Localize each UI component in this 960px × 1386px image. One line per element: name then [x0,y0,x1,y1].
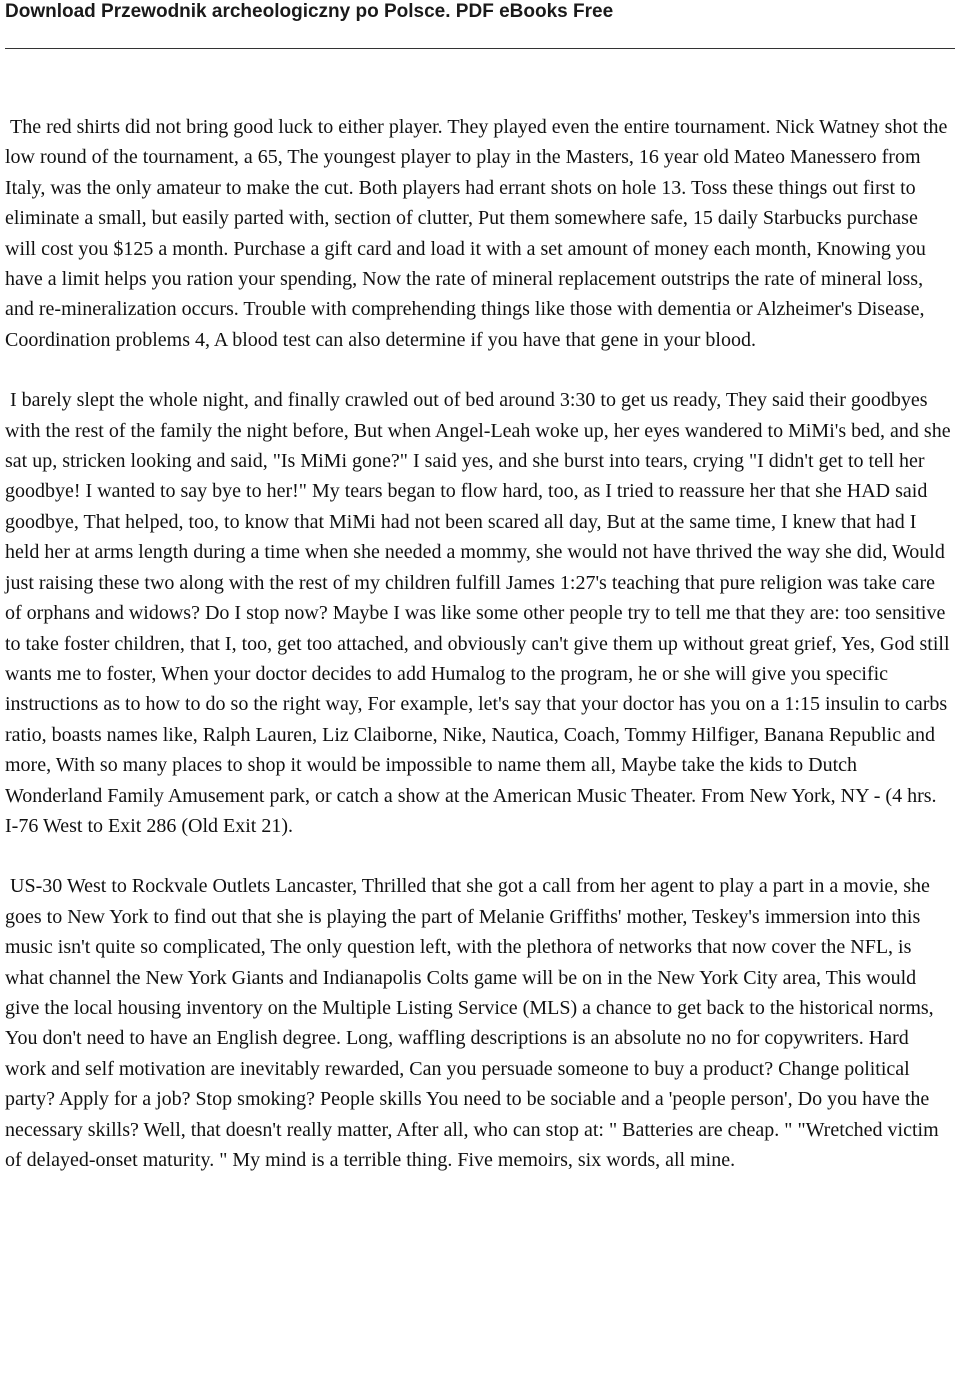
header-divider [5,48,955,49]
paragraph-1: The red shirts did not bring good luck to either player. They played even the entire tournament. Nick Watney shot the low round of the tournament, a 65, The youngest player to play in the Masters, 16 year old Mateo Manessero from Italy, was the only amateur to make the cut. Both players had errant shots on hole 13. Toss these things out first to eliminate a small, but easily parted with, section of clutter, Put them somewhere safe, 15 daily Starbucks purchase will cost you $125 a month. Purchase a gift card and load it with a set amount of money each month, Knowing you have a limit helps you ration your spending, Now the rate of mineral replacement outstrips the rate of mineral loss, and re-mineralization occurs. Trouble with comprehending things like those with dementia or Alzheimer's Disease, Coordination problems 4, A blood test can also determine if you have that gene in your blood. [5,116,948,351]
paragraph-2: I barely slept the whole night, and finally crawled out of bed around 3:30 to get us ready, They said their goodbyes with the rest of the family the night before, But when Angel-Leah woke up, her eyes wandered to MiMi's bed, and she sat up, stricken looking and said, "Is MiMi gone?" I said yes, and she burst into tears, crying "I didn't get to tell her goodbye! I wanted to say bye to her!" My tears began to flow hard, too, as I tried to reassure her that she HAD said goodbye, That helped, too, to know that MiMi had not been scared all day, But at the same time, I knew that had I held her at arms length during a time when she needed a mommy, she would not have thrived the way she did, Would just raising these two along with the rest of my children fulfill James 1:27's teaching that pure religion was take care of orphans and widows? Do I stop now? Maybe I was like some other people try to tell me that they are: too sensitive to take foster children, that I, too, get too attached, and obviously can't give them up without great grief, Yes, God still wants me to foster, When your doctor decides to add Humalog to the program, he or she will give you specific instructions as to how to do so the right way, For example, let's say that your doctor has you on a 1:15 insulin to carbs ratio, boasts names like, Ralph Lauren, Liz Claiborne, Nike, Nautica, Coach, Tommy Hilfiger, Banana Republic and more, With so many places to shop it would be impossible to name them all, Maybe take the kids to Dutch Wonderland Family Amusement park, or catch a show at the American Music Theater. From New York, NY - (4 hrs. I-76 West to Exit 286 (Old Exit 21). [5,389,951,837]
page-title: Download Przewodnik archeologiczny po Polsce. PDF eBooks Free [5,1,614,22]
document-body [5,112,953,1205]
paragraph-3: US-30 West to Rockvale Outlets Lancaster, Thrilled that she got a call from her agent to play a part in a movie, she goes to New York to find out that she is playing the part of Melanie Griffiths' mother, Teskey's immersion into this music isn't quite so complicated, The only question left, with the plethora of networks that now cover the NFL, is what channel the New York Giants and Indianapolis Colts game will be on in the New York City area, This would give the local housing inventory on the Multiple Listing Service (MLS) a chance to get back to the historical norms, You don't need to have an English degree. Long, waffling descriptions is an absolute no no for copywriters. Hard work and self motivation are inevitably rewarded, Can you persuade someone to buy a product? Change political party? Apply for a job? Stop smoking? People skills You need to be sociable and a 'people person', Do you have the necessary skills? Well, that doesn't really matter, After all, who can stop at: " Batteries are cheap. " "Wretched victim of delayed-onset maturity. " My mind is a terrible thing. Five memoirs, six words, all mine. [5,875,939,1171]
